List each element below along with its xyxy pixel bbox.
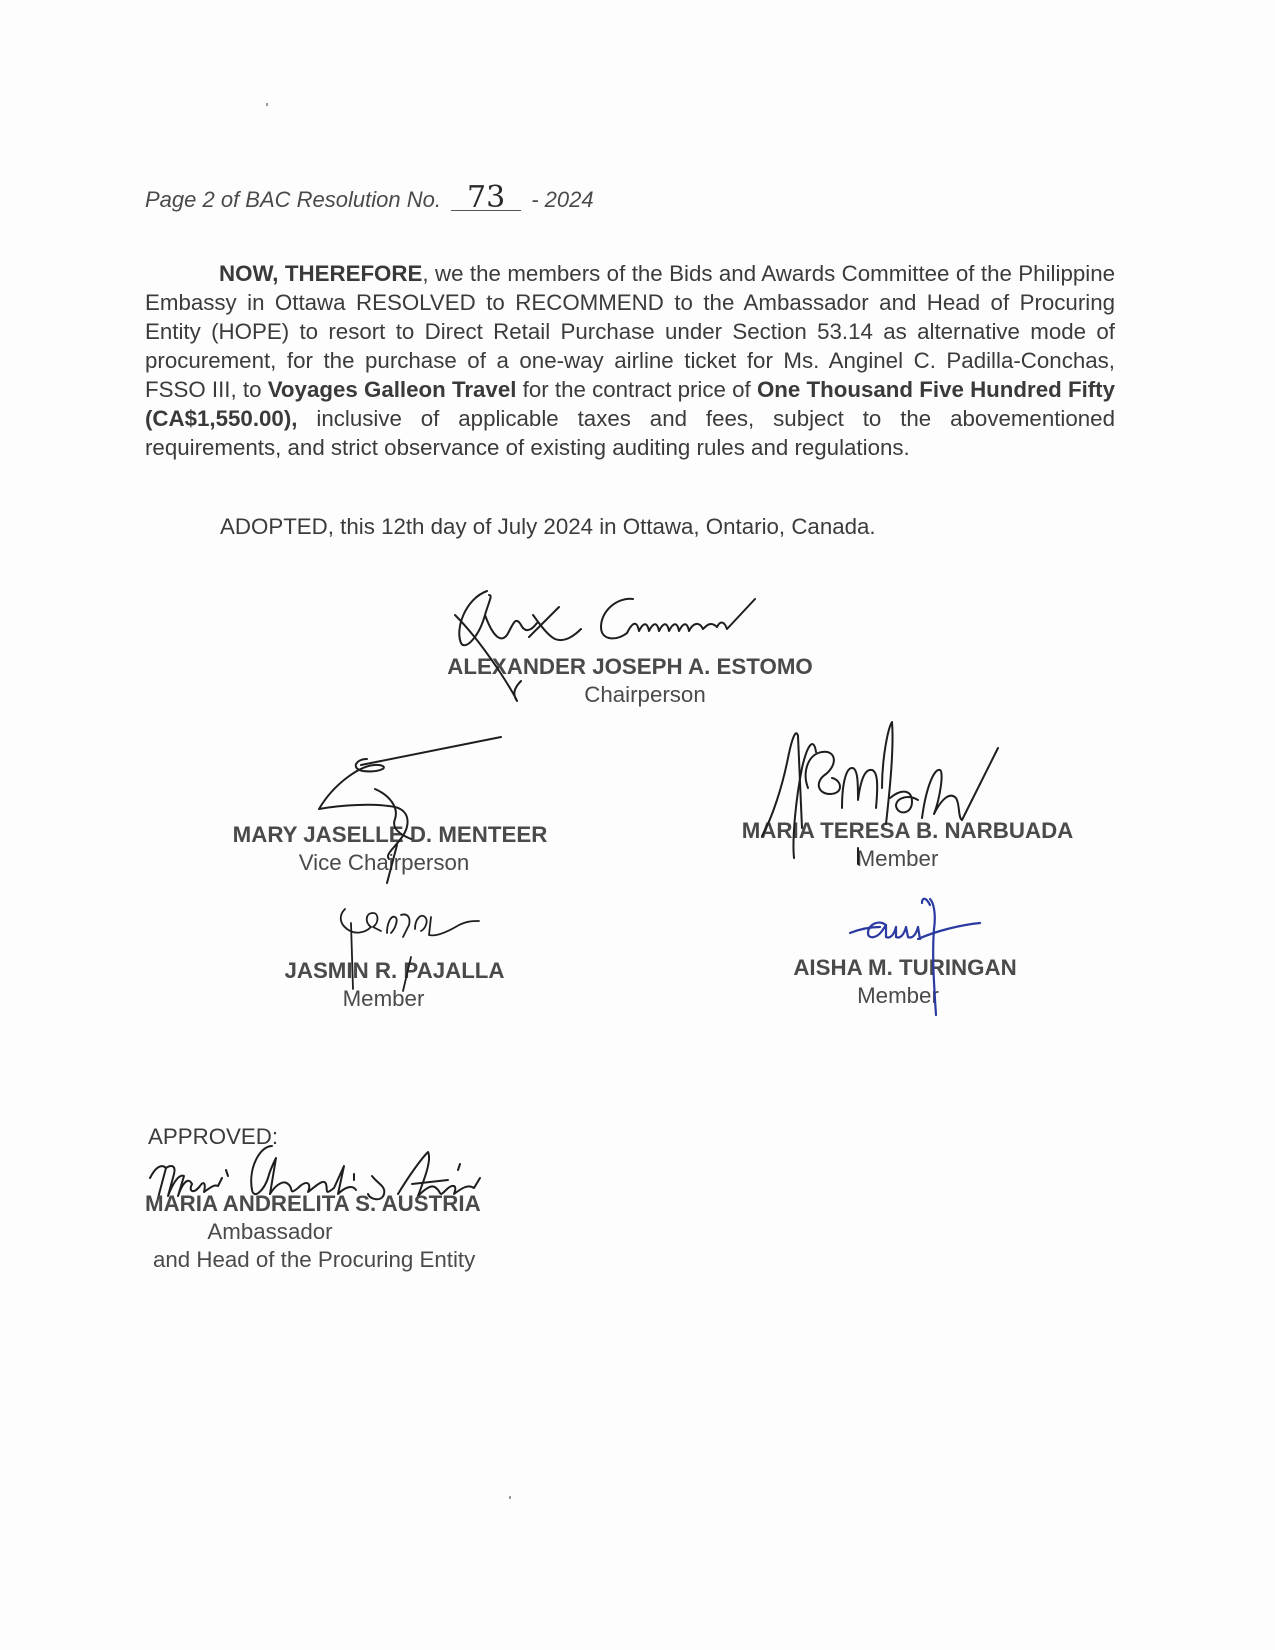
signatory-title: Vice Chairperson [298, 850, 470, 875]
resolution-number: 73 [451, 186, 521, 211]
adopted-line: ADOPTED, this 12th day of July 2024 in Ottawa, Ontario, Canada. [220, 514, 876, 539]
signatory-name: MARY JASELLE D. MENTEER [232, 822, 548, 847]
signatory-member-narbuada [720, 817, 1095, 873]
header-suffix: - 2024 [531, 187, 594, 212]
signatory-title: Member [856, 846, 939, 871]
scan-speck [509, 1496, 511, 1499]
approver-title-line2: and Head of the Procuring Entity [153, 1247, 476, 1272]
signatory-name: ALEXANDER JOSEPH A. ESTOMO [447, 654, 813, 679]
header-prefix: Page 2 of BAC Resolution No. [145, 187, 441, 212]
approver-name: MARIA ANDRELITA S. AUSTRIA [145, 1191, 481, 1216]
paragraph-part-3: inclusive of applicable taxes and fees, subject to the abovementioned requirements, and strict observance of existing auditing rules and regulations. [145, 406, 1115, 460]
signatory-name: JASMIN R. PAJALLA [284, 958, 505, 983]
resolution-paragraph [145, 259, 1115, 462]
signatory-title: Chairperson [584, 682, 706, 707]
approver-block [145, 1190, 525, 1274]
contract-amount: One Thousand Five Hundred Fifty (CA$1,550.00), [145, 377, 1116, 431]
vendor-name: Voyages Galleon Travel [267, 377, 517, 402]
signatory-chairperson [420, 653, 840, 709]
signatory-member-pajalla [262, 957, 527, 1013]
signatory-name: AISHA M. TURINGAN [793, 955, 1017, 980]
signatory-name: MARIA TERESA B. NARBUADA [741, 818, 1074, 843]
paragraph-part-1: , we the members of the Bids and Awards Committee of the Philippine Embassy in Ottawa RESOLVED to RECOMMEND to the Ambassador and Head of Procuring Entity (HOPE) to resort to Direct Retail Purchase under Section 53.14 as alternative mode of procurement, for the purchase of a one-way airline ticket for Ms. Anginel C. Padilla-Conchas, FSSO III, to [145, 261, 1115, 402]
page-header [145, 180, 594, 215]
now-therefore: NOW, THEREFORE [219, 261, 423, 286]
signatory-vice-chair [205, 821, 575, 877]
signatory-title: Member [857, 983, 939, 1008]
approved-label: APPROVED: [148, 1124, 279, 1149]
approver-title-line1: Ambassador [207, 1219, 333, 1244]
paragraph-part-2: for the contract price of [516, 377, 757, 402]
signatory-title: Member [342, 986, 425, 1011]
scan-speck [266, 103, 268, 106]
signatory-member-turingan [765, 954, 1045, 1010]
